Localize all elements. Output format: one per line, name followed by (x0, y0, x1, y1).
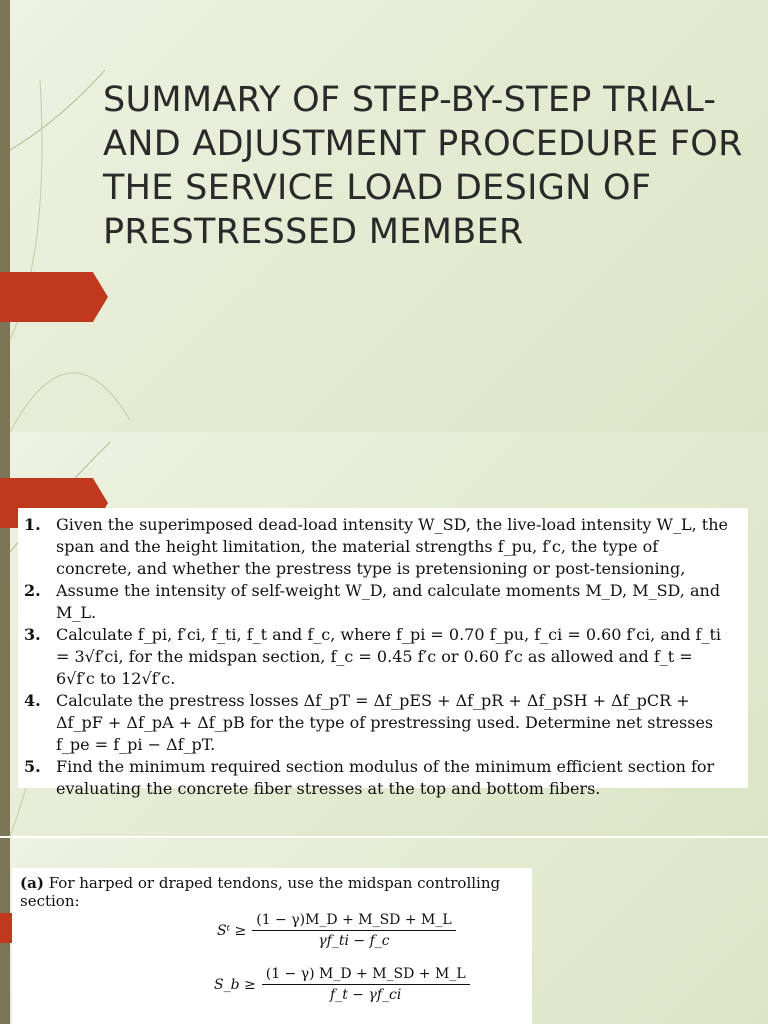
steps-list (18, 508, 748, 800)
formula-panel (12, 868, 532, 1024)
list-item: 1. Given the superimposed dead-load intensity W_SD, the live-load intensity W_L, the span and the height limitation, the material strengths f_pu, f′c, the type of concrete, and whether the prestress type is pretensioning or post-tensioning, (24, 515, 728, 578)
slide-title: SUMMARY OF STEP-BY-STEP TRIAL-AND ADJUSTMENT PROCEDURE FOR THE SERVICE LOAD DESIGN OF PRESTRESSED MEMBER (103, 80, 743, 252)
list-item: 3. Calculate f_pi, f′ci, f_ti, f_t and f_c, where f_pi = 0.70 f_pu, f_ci = 0.60 f′ci, and f_ti = 3√f′ci, for the midspan section, f_c = 0.45 f′c or 0.60 f′c as allowed and f_t = 6√f′c to 12√f′c. (24, 625, 721, 688)
accent-arrow (0, 272, 108, 322)
steps-panel (18, 508, 748, 798)
bottom-section-modulus-equation: S_b ≥ $\frac{(1 - \gamma) M\_D + M\_SD + M\_L}{f\_t - \gamma f\_ci}$ (214, 966, 470, 1003)
part-a-heading: (a) For harped or draped tendons, use the midspan controlling section: (20, 874, 501, 910)
title-slide (0, 0, 768, 432)
list-item: 5. Find the minimum required section modulus of the minimum efficient section for evaluating the concrete fiber stresses at the top and bottom fibers. (24, 757, 715, 798)
top-section-modulus-equation: Sᵗ ≥ $\frac{(1 - \gamma)M\_D + M\_SD + M\_L}{\gamma f\_ti - f\_c}$ (217, 912, 456, 949)
list-item: 2. Assume the intensity of self-weight W_D, and calculate moments M_D, M_SD, and M_L. (24, 581, 721, 622)
list-item: 4. Calculate the prestress losses Δf_pT = Δf_pES + Δf_pR + Δf_pSH + Δf_pCR + Δf_pF + Δf_pA + Δf_pB for the type of prestressing used. Determine net stresses f_pe = f_pi − Δf_pT. (24, 691, 714, 754)
